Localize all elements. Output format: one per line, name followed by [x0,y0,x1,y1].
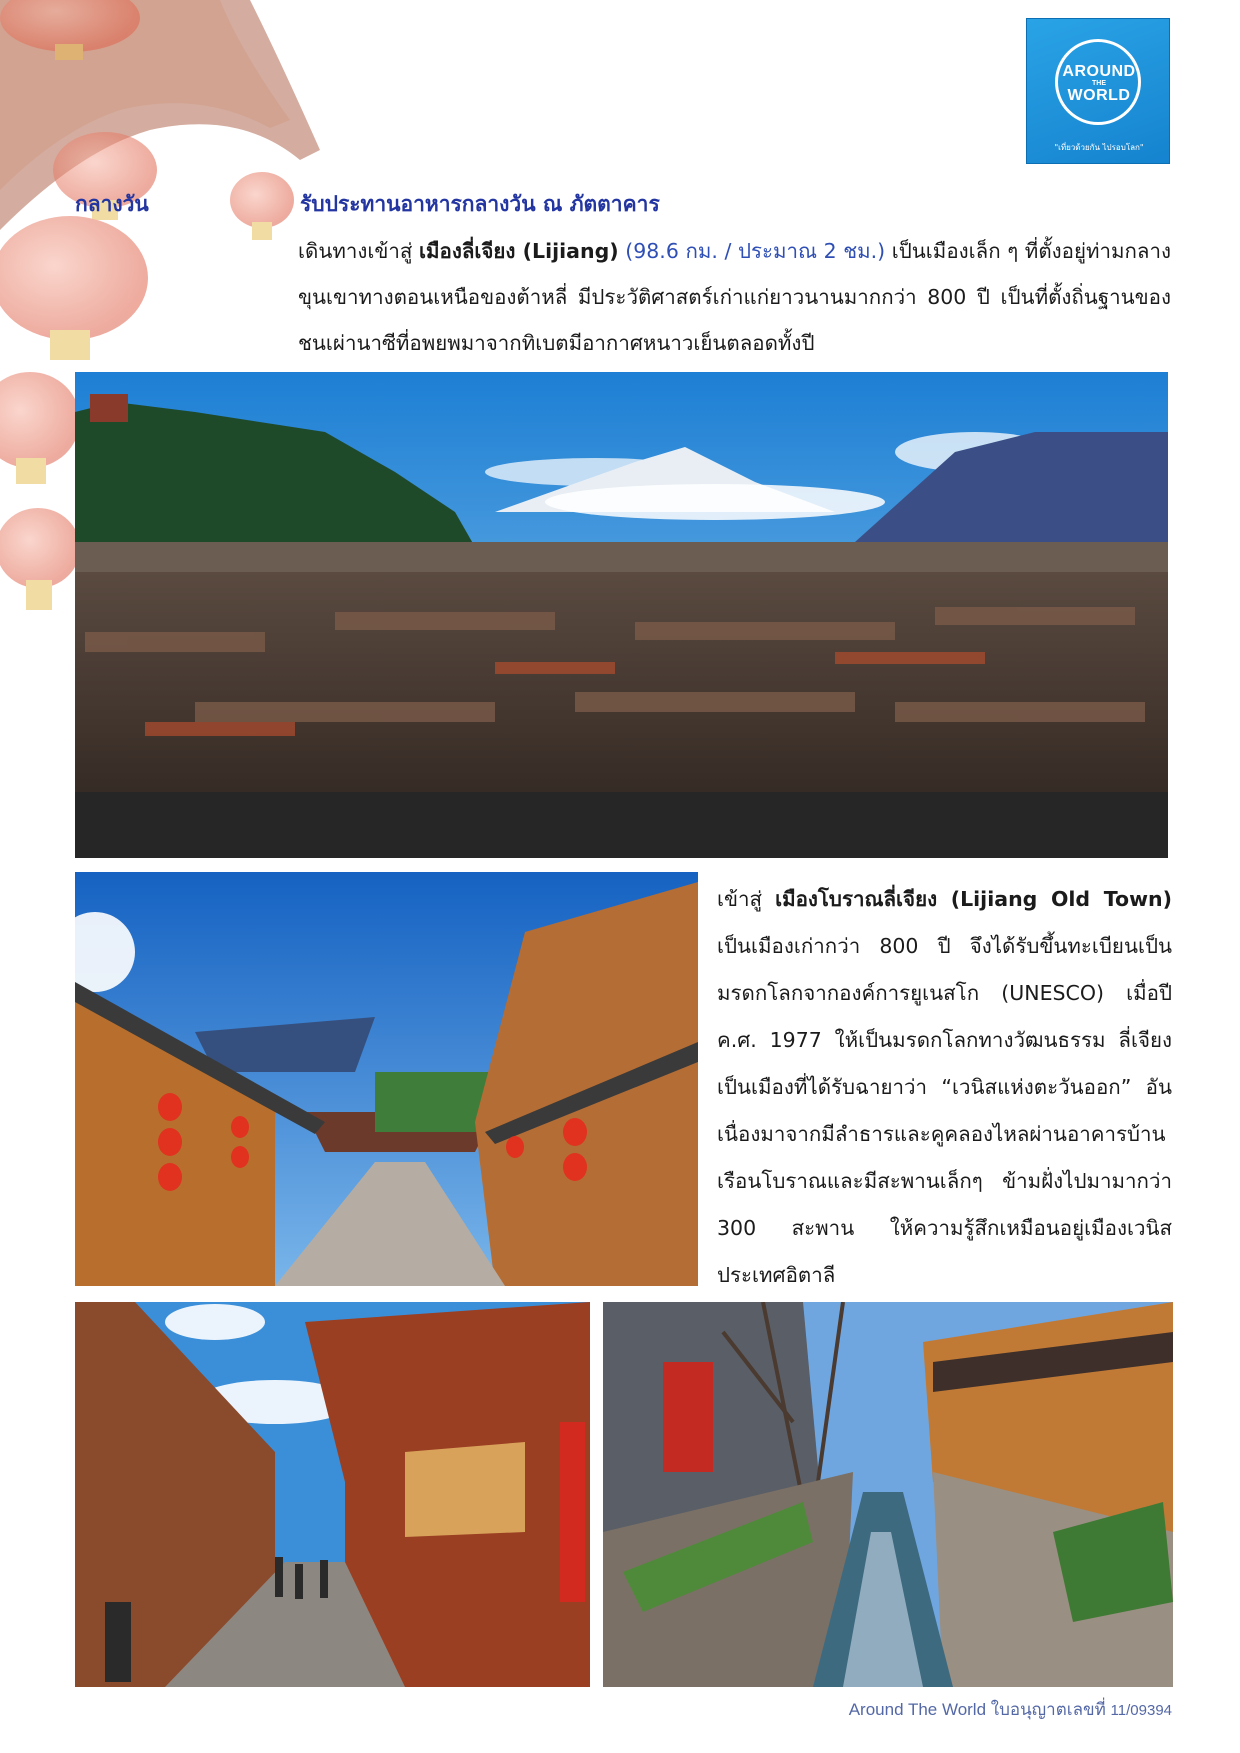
old-town-body: เป็นเมืองเก่ากว่า 800 ปี จึงได้รับขึ้นทะเบียนเป็นมรดกโลกจากองค์การยูเนสโก (UNESCO) เมื่อปี ค.ศ. 1977 ให้เป็นมรดกโลกทางวัฒนธรรม ลี่เจียงเป็นเมืองที่ได้รับฉายาว่า “เวนิสแห่งตะวันออก” อันเนื่องมาจากมีลำธารและคูคลองไหลผ่านอาคารบ้านเรือนโบราณและมีสะพานเล็กๆ ข้ามฝั่งไปมามากว่า 300 สะพาน ให้ความรู้สึกเหมือนอยู่เมืองเวนิส ประเทศอิตาลี [717,934,1172,1287]
intro-body: เป็นเมืองเล็ก ๆ ที่ตั้งอยู่ท่ามกลางขุนเขาทางตอนเหนือของต้าหลี่ มีประวัติศาสตร์เก่าแก่ยาวนานมากกว่า 800 ปี เป็นที่ตั้งถิ่นฐานของชนเผ่านาซีที่อพยพมาจากทิเบตมีอากาศหนาวเย็นตลอดทั้งปี [298,239,1171,355]
old-town-paragraph [717,876,1172,1299]
old-town-name: เมืองโบราณลี่เจียง (Lijiang Old Town) [775,887,1172,911]
footer-license [700,1696,1172,1723]
logo-line-1: AROUND [1062,63,1136,80]
lijiang-intro-paragraph [298,228,1171,366]
logo-tagline: "เที่ยวด้วยกัน ไปรอบโลก" [1054,143,1144,152]
old-town-prefix: เข้าสู่ [717,887,776,911]
footer-license-number: 11/09394 [1110,1702,1172,1719]
intro-city-name: เมืองลี่เจียง (Lijiang) [419,239,619,263]
time-of-day-label: กลางวัน [75,192,149,216]
logo-line-2: THE [1092,80,1106,87]
logo-line-3: WORLD [1067,87,1131,104]
meal-heading: รับประทานอาหารกลางวัน ณ ภัตตาคาร [300,192,660,216]
intro-prefix: เดินทางเข้าสู่ [298,239,419,263]
old-town-street-photo [75,1302,590,1687]
old-town-gate-photo [75,872,698,1286]
intro-distance: (98.6 กม. / ประมาณ 2 ชม.) [618,239,886,263]
footer-company: Around The World ใบอนุญาตเลขที่ [848,1700,1111,1719]
around-the-world-logo [1026,18,1170,164]
lijiang-rooftops-photo [75,372,1168,858]
old-town-canal-photo [603,1302,1173,1687]
